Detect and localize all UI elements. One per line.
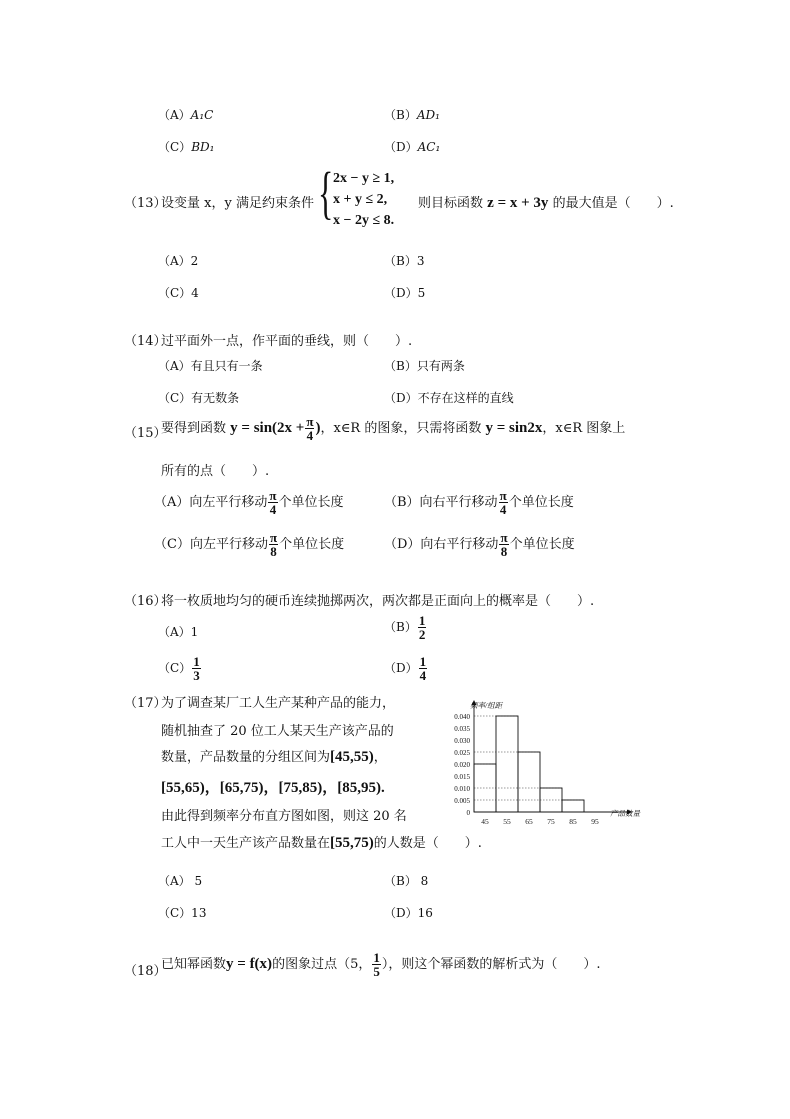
q18-stem: 已知幂函数y = f(x)的图象过点（5， $\frac{1}{5}$ ），则这个幂函数的解析式为（ ）. xyxy=(161,950,601,979)
q14-option-c: （C）有无数条 xyxy=(158,391,240,405)
y-tick-label: 0.015 xyxy=(454,773,470,781)
q15-stem-cont: 所有的点（ ）. xyxy=(161,464,270,479)
y-tick-label: 0.005 xyxy=(454,797,470,805)
histogram-bar xyxy=(496,716,518,812)
q17-number: （17） xyxy=(124,696,167,711)
q13-number: （13） xyxy=(124,196,167,211)
q15-option-c: （C）向左平行移动 $\frac{\pi}{8}$ 个单位长度 xyxy=(154,530,345,559)
q15-stem: 要得到函数 y = sin(2x + $\frac{\pi}{4}$ )，x∈R 的图象，只需将函数 y = sin2x，x∈R 图象上 xyxy=(161,414,626,443)
y-tick-label: 0 xyxy=(466,809,470,817)
q17-line-3: 数量，产品数量的分组区间为[45,55)， xyxy=(161,749,387,765)
constraint-2: x + y ≤ 2, xyxy=(333,192,388,207)
q17-line-6: 工人中一天生产该产品数量在[55,75)的人数是（ ）. xyxy=(161,835,482,851)
constraint-3: x − 2y ≤ 8. xyxy=(333,213,395,228)
q14-option-d: （D）不存在这样的直线 xyxy=(384,391,514,405)
q17-option-a: （A） 5 xyxy=(158,874,203,888)
y-tick-label: 0.010 xyxy=(454,785,470,793)
q17-option-d: （D）16 xyxy=(384,906,433,920)
x-tick-label: 75 xyxy=(547,817,555,826)
q14-stem: 过平面外一点，作平面的垂线，则（ ）. xyxy=(161,334,413,349)
frequency-histogram xyxy=(432,696,652,828)
q15-number: （15） xyxy=(124,426,167,441)
histogram-bar xyxy=(562,800,584,812)
q14-option-a: （A）有且只有一条 xyxy=(158,359,263,373)
q16-option-c: （C） $\frac{1}{3}$ xyxy=(158,654,200,683)
q15-option-b: （B）向右平行移动 $\frac{\pi}{4}$ 个单位长度 xyxy=(384,488,574,517)
q12-option-c: （C）BD₁ xyxy=(158,140,215,154)
q12-option-a: （A）A₁C xyxy=(158,108,214,122)
y-tick-label: 0.030 xyxy=(454,737,470,745)
x-tick-label: 55 xyxy=(503,817,511,826)
q17-line-1: 为了调查某厂工人生产某种产品的能力， xyxy=(161,696,396,711)
pi-over-4-fraction: $\frac{\pi}{4}$ xyxy=(306,414,314,443)
y-tick-label: 0.035 xyxy=(454,725,470,733)
q16-option-a: （A）1 xyxy=(158,625,199,639)
q15-option-d: （D）向右平行移动 $\frac{\pi}{8}$ 个单位长度 xyxy=(384,530,575,559)
q12-option-d: （D）AC₁ xyxy=(384,140,441,154)
y-axis-label: 频率/组距 xyxy=(470,701,503,710)
histogram-bar xyxy=(518,752,540,812)
q13-stem-mid: 则目标函数 z = x + 3y 的最大值是（ ）. xyxy=(418,195,674,211)
q16-number: （16） xyxy=(124,594,167,609)
q17-line-4: [55,65)，[65,75)，[75,85)，[85,95). xyxy=(161,780,385,796)
q15-option-a: （A）向左平行移动 $\frac{\pi}{4}$ 个单位长度 xyxy=(154,488,344,517)
q13-option-c: （C）4 xyxy=(158,286,199,300)
x-tick-label: 85 xyxy=(569,817,577,826)
x-tick-label: 45 xyxy=(481,817,489,826)
y-tick-label: 0.025 xyxy=(454,749,470,757)
q14-option-b: （B）只有两条 xyxy=(384,359,465,373)
q13-option-a: （A）2 xyxy=(158,254,199,268)
x-tick-label: 95 xyxy=(591,817,599,826)
q17-line-5: 由此得到频率分布直方图如图，则这 20 名 xyxy=(161,809,407,824)
constraint-brace: { xyxy=(318,160,334,225)
q17-option-b: （B） 8 xyxy=(384,874,429,888)
q16-stem: 将一枚质地均匀的硬币连续抛掷两次，两次都是正面向上的概率是（ ）. xyxy=(161,594,595,609)
q17-line-2: 随机抽查了 20 位工人某天生产该产品的 xyxy=(161,724,394,739)
q18-number: （18） xyxy=(124,964,167,979)
y-tick-label: 0.040 xyxy=(454,713,470,721)
x-tick-label: 65 xyxy=(525,817,533,826)
q13-option-d: （D）5 xyxy=(384,286,426,300)
q13-stem: 设变量 x，y 满足约束条件 xyxy=(161,196,314,211)
q16-option-d: （D） $\frac{1}{4}$ xyxy=(384,654,427,683)
q14-number: （14） xyxy=(124,334,167,349)
x-axis-label: 产品数量 xyxy=(610,809,640,818)
q16-option-b: （B） $\frac{1}{2}$ xyxy=(384,613,426,642)
constraint-system xyxy=(333,168,394,231)
q17-option-c: （C）13 xyxy=(158,906,207,920)
q12-option-b: （B）AD₁ xyxy=(384,108,440,122)
y-tick-label: 0.020 xyxy=(454,761,470,769)
q13-option-b: （B）3 xyxy=(384,254,425,268)
constraint-1: 2x − y ≥ 1, xyxy=(333,171,395,186)
